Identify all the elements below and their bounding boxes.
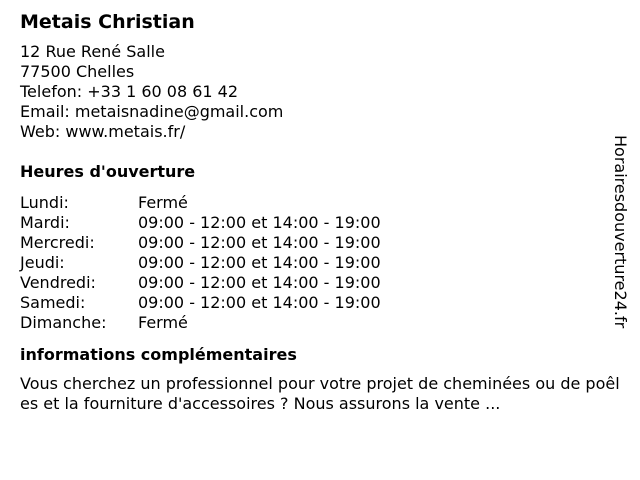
site-watermark (610, 135, 630, 375)
business-name: Metais Christian (20, 11, 195, 33)
hours-row-samedi (20, 293, 620, 313)
opening-hours-table (20, 193, 620, 333)
day-label: Jeudi: (20, 253, 65, 272)
day-hours: 09:00 - 12:00 et 14:00 - 19:00 (138, 253, 381, 272)
day-hours: 09:00 - 12:00 et 14:00 - 19:00 (138, 233, 381, 252)
day-label: Mercredi: (20, 233, 95, 252)
hours-row-dimanche (20, 313, 620, 333)
day-label: Dimanche: (20, 313, 107, 332)
day-label: Mardi: (20, 213, 70, 232)
hours-row-mercredi (20, 233, 620, 253)
additional-info-heading: informations complémentaires (20, 345, 297, 364)
day-hours: Fermé (138, 313, 188, 332)
phone-line: Telefon: +33 1 60 08 61 42 (20, 82, 239, 101)
day-hours: 09:00 - 12:00 et 14:00 - 19:00 (138, 293, 381, 312)
address-line-2: 77500 Chelles (20, 62, 135, 81)
web-line: Web: www.metais.fr/ (20, 122, 186, 141)
day-label: Lundi: (20, 193, 69, 212)
day-label: Samedi: (20, 293, 86, 312)
hours-row-lundi (20, 193, 620, 213)
day-hours: Fermé (138, 193, 188, 212)
day-hours: 09:00 - 12:00 et 14:00 - 19:00 (138, 213, 381, 232)
business-card (20, 10, 620, 414)
email-line: Email: metaisnadine@gmail.com (20, 102, 284, 121)
hours-row-jeudi (20, 253, 620, 273)
opening-hours-heading: Heures d'ouverture (20, 162, 196, 181)
day-label: Vendredi: (20, 273, 96, 292)
additional-info-text: Vous cherchez un professionnel pour votre projet de cheminées ou de poêles et la fourniture d'accessoires ? Nous assurons la vente ... (20, 374, 620, 413)
hours-row-mardi (20, 213, 620, 233)
day-hours: 09:00 - 12:00 et 14:00 - 19:00 (138, 273, 381, 292)
watermark-text: Horairesdouverture24.fr (611, 135, 630, 329)
hours-row-vendredi (20, 273, 620, 293)
address-line-1: 12 Rue René Salle (20, 42, 165, 61)
